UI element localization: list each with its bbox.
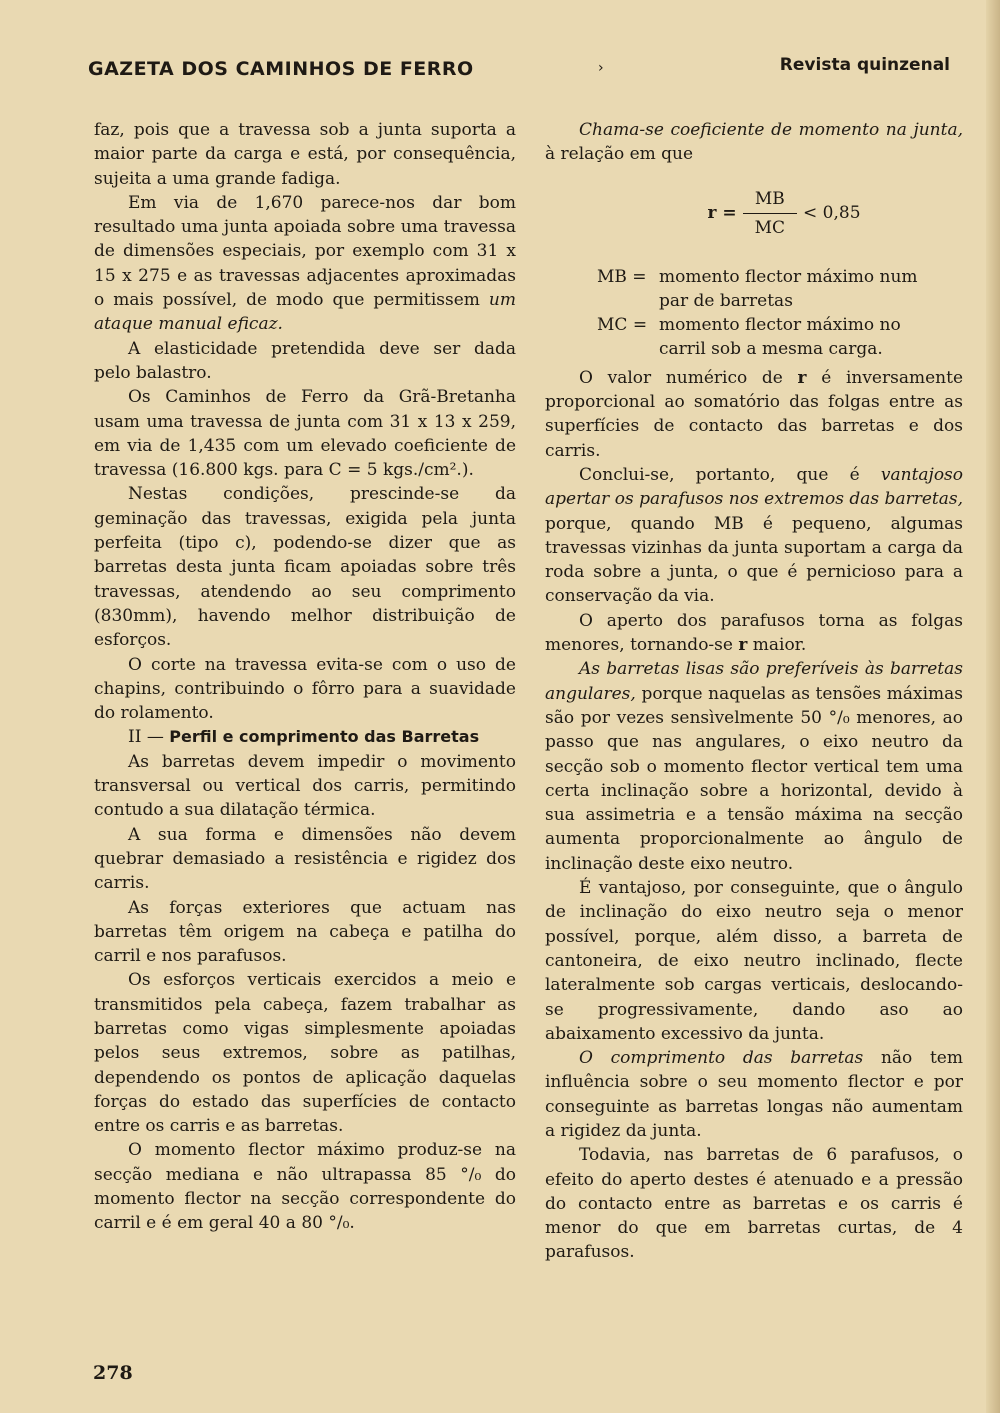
paragraph: As barretas devem impedir o movimento transversal ou vertical dos carris, permitindo contudo a sua dilatação térmica. (94, 751, 516, 821)
italic-phrase: Chama-se coeficiente de momento na junta, (579, 120, 963, 140)
paragraph: O momento flector máximo produz-se na secção mediana e não ultrapassa 85 °/₀ do momento flector na secção correspondente do carril e é em geral 40 a 80 °/₀. (94, 1140, 516, 1234)
paragraph (545, 609, 963, 658)
paragraph-text: Em via de 1,670 parece-nos dar bom resultado uma junta apoiada sobre uma travessa de dimensões especiais, por exemplo com 31 x 15 x 275 e as travessas adjacentes aproximadas o mais possível, de modo que permitissem (94, 192, 516, 311)
paragraph: O corte na travessa evita-se com o uso de chapins, contribuindo o fôrro para a suavidade do rolamento. (94, 654, 516, 724)
formula-rhs: < 0,85 (803, 203, 861, 224)
paragraph-text: O valor numérico de (579, 367, 783, 388)
paragraph: As forças exteriores que actuam nas barretas têm origem na cabeça e patilha do carril e nos parafusos. (94, 897, 516, 967)
paragraph-text: maior. (752, 635, 807, 656)
paragraph-text: é inversamente proporcional ao somatório das folgas entre as superfícies de contacto das barretas e dos carris. (545, 367, 964, 461)
paragraph-text: Conclui-se, portanto, que é (579, 464, 860, 485)
definition-text: momento flector máximo no (659, 315, 901, 336)
coefficient-formula (605, 181, 963, 247)
italic-phrase: As barretas lisas são preferíveis às barretas angulares, (545, 659, 963, 704)
section-heading (94, 725, 516, 749)
symbol-r: r (797, 367, 807, 388)
paragraph: É vantajoso, por conseguinte, que o ângulo de inclinação do eixo neutro seja o menor possível, porque, além disso, a barreta de cantoneira, de eixo neutro inclinado, flecte lateralmente sob cargas verticais, deslocando-se progressivamente, dando aso ao abaixamento excessivo da junta. (545, 878, 963, 1044)
paragraph: Todavia, nas barretas de 6 parafusos, o efeito do aperto destes é atenuado e a pressão do contacto entre as barretas e os carris é menor do que em barretas curtas, de 4 parafusos. (545, 1145, 963, 1263)
italic-phrase: um ataque manual eficaz. (94, 290, 516, 335)
paragraph: faz, pois que a travessa sob a junta suporta a maior parte da carga e está, por consequência, sujeita a uma grande fadiga. (94, 120, 516, 189)
italic-phrase: O comprimento das barretas (579, 1048, 864, 1069)
left-column (94, 118, 516, 1236)
symbol-r: r (738, 635, 748, 656)
italic-phrase: vantajoso apertar os parafusos nos extremos das barretas, (545, 464, 964, 510)
header-mark: › (598, 60, 604, 76)
definition-continuation: par de barretas (659, 290, 793, 311)
definition-row (597, 313, 963, 337)
definition-symbol: MB = (597, 266, 647, 287)
page-edge (986, 0, 1000, 1413)
definition-row (597, 265, 963, 289)
paragraph: Os esforços verticais exercidos a meio e transmitidos pela cabeça, fazem trabalhar as barretas como vigas simplesmente apoiadas pelos seus extremos, sobre as patilhas, dependendo os pontos de aplicação daquelas forças do estado das superfícies de contacto entre os carris e as barretas. (94, 970, 516, 1137)
running-header-title: GAZETA DOS CAMINHOS DE FERRO (88, 58, 474, 80)
paragraph (545, 1046, 963, 1143)
paragraph: Nestas condições, prescinde-se da geminação das travessas, exigida pela junta perfeita (tipo c), podendo-se dizer que as barretas desta junta ficam apoiadas sobre três travessas, atendendo ao seu comprimento (830mm), havendo melhor distribuição de esforços. (94, 484, 516, 651)
paragraph-text: O aperto dos parafusos torna as folgas menores, tornando-se (545, 610, 963, 656)
paragraph (545, 118, 963, 167)
formula-definitions (597, 265, 963, 362)
paragraph: A elasticidade pretendida deve ser dada pelo balastro. (94, 338, 516, 383)
paragraph: A sua forma e dimensões não devem quebrar demasiado a resistência e rigidez dos carris. (94, 824, 516, 894)
right-column (545, 118, 963, 1265)
paragraph (545, 657, 963, 876)
definition-symbol: MC = (597, 315, 648, 336)
formula-fraction (743, 187, 797, 241)
section-number: II — (128, 727, 164, 748)
paragraph (94, 191, 516, 337)
definition-text: momento flector máximo num (659, 266, 918, 287)
running-header-subtitle: Revista quinzenal (779, 55, 950, 75)
formula-denominator: MC (754, 218, 786, 239)
paragraph: Os Caminhos de Ferro da Grã-Bretanha usam uma travessa de junta com 31 x 13 x 259, em via de 1,435 com um elevado coeficiente de travessa (16.800 kgs. para C = 5 kgs./cm².). (94, 387, 516, 481)
paragraph (545, 366, 963, 463)
paragraph-text: porque naquelas as tensões máximas são por vezes sensìvelmente 50 °/₀ menores, ao passo que nas angulares, o eixo neutro da secção sob o momento flector vertical tem uma certa inclinação sobre a horizontal, devido à sua assimetria e a tensão máxima na secção aumenta proporcionalmente ao ângulo de inclinação deste eixo neutro. (545, 683, 964, 874)
paragraph-text: à relação em que (545, 144, 694, 165)
page-number: 278 (93, 1362, 133, 1384)
formula-lhs: r = (707, 203, 737, 224)
definition-continuation: carril sob a mesma carga. (659, 339, 883, 360)
paragraph (545, 463, 963, 609)
paragraph-text: porque, quando MB é pequeno, algumas travessas vizinhas da junta suportam a carga da roda sobre a junta, o que é pernicioso para a conservação da via. (545, 513, 963, 607)
formula-numerator: MB (743, 187, 797, 214)
section-title: Perfil e comprimento das Barretas (169, 727, 480, 747)
paragraph-text: não tem influência sobre o seu momento flector e por conseguinte as barretas longas não aumentam a rigidez da junta. (545, 1048, 963, 1141)
